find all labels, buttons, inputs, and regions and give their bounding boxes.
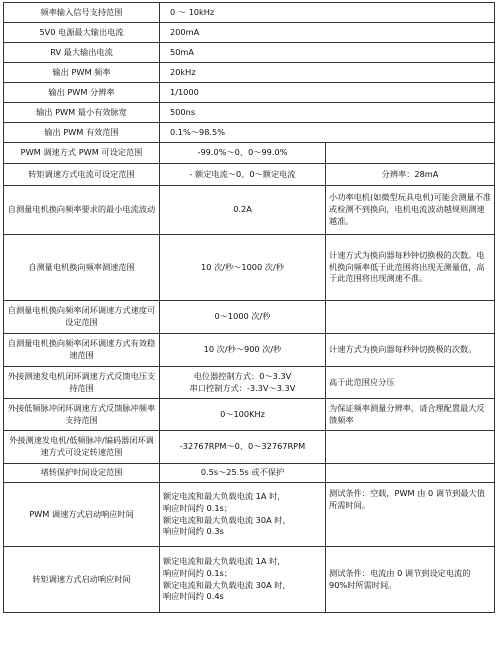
table-row: [4, 63, 495, 83]
value-cell: 1/1000: [160, 83, 495, 103]
table-row: [4, 23, 495, 43]
value-cell: 10 次/秒～1000 次/秒: [160, 235, 326, 301]
table-row: [4, 83, 495, 103]
value-cell: 200mA: [160, 23, 495, 43]
note-cell: 小功率电机(如微型玩具电机)可能会测量不准或检测不到换向，电机电流波动越规则测速越准。: [326, 186, 495, 235]
table-row: [4, 367, 495, 399]
param-cell: 转矩调速方式启动响应时间: [4, 547, 160, 613]
note-cell: [326, 464, 495, 483]
value-cell: 20kHz: [160, 63, 495, 83]
note-cell: 高于此范围应分压: [326, 367, 495, 399]
value-cell: 0.5s～25.5s 或不保护: [160, 464, 326, 483]
note-cell: 测试条件：电流由 0 调节到设定电流的 90%时所需时间。: [326, 547, 495, 613]
param-cell: PWM 调速方式 PWM 可设定范围: [4, 143, 160, 164]
param-cell: 自测量电机换向频率测速范围: [4, 235, 160, 301]
value-line: 响应时间约 0.3s: [163, 526, 224, 537]
value-cell: 50mA: [160, 43, 495, 63]
param-cell: RV 最大输出电流: [4, 43, 160, 63]
value-line: 串口控制方式：-3.3V～3.3V: [189, 382, 296, 393]
table-row: [4, 43, 495, 63]
note-cell: 计速方式为换向器每秒钟切换极的次数。电机换向频率低于此范围将出现无测量值，高于此范围将出现测速不准。: [326, 235, 495, 301]
value-cell: -32767RPM～0、0～32767RPM: [160, 431, 326, 464]
note-cell: 分辨率：28mA: [326, 164, 495, 186]
param-cell: 5V0 电源最大输出电流: [4, 23, 160, 43]
param-cell: 自测量电机换向频率要求的最小电流波动: [4, 186, 160, 235]
value-line: 电位器控制方式：0～3.3V: [193, 370, 292, 381]
value-cell: [160, 547, 326, 613]
table-row: [4, 3, 495, 23]
param-cell: 输出 PWM 分辨率: [4, 83, 160, 103]
param-cell: 自测量电机换向频率闭环调速方式速度可设定范围: [4, 301, 160, 334]
param-cell: 输出 PWM 有效范围: [4, 123, 160, 143]
value-cell: 0 ～ 10kHz: [160, 3, 495, 23]
table-row: [4, 143, 495, 164]
value-line: 额定电流和最大负载电流 1A 时，: [163, 555, 286, 566]
table-row: [4, 334, 495, 367]
value-cell: [160, 483, 326, 547]
note-cell: [326, 431, 495, 464]
note-cell: 计速方式为换向器每秒钟切换极的次数。: [326, 334, 495, 367]
param-cell: PWM 调速方式启动响应时间: [4, 483, 160, 547]
spec-document: [3, 2, 494, 613]
table-row: [4, 431, 495, 464]
value-line: 额定电流和最大负载电流 30A 时，: [163, 579, 291, 590]
table-row: [4, 123, 495, 143]
value-cell: -99.0%～0、0～99.0%: [160, 143, 326, 164]
value-line: 响应时间约 0.4s: [163, 591, 224, 602]
param-cell: 堵转保护时间设定范围: [4, 464, 160, 483]
table-row: [4, 164, 495, 186]
note-cell: 为保证频率测量分辨率，请合理配置最大反馈频率: [326, 399, 495, 431]
value-line: 响应时间约 0.1s；: [163, 567, 233, 578]
note-cell: [326, 143, 495, 164]
value-line: 额定电流和最大负载电流 30A 时，: [163, 514, 291, 525]
param-cell: 外接测速发电机闭环调速方式反馈电压支持范围: [4, 367, 160, 399]
value-cell: 10 次/秒～900 次/秒: [160, 334, 326, 367]
value-line: 额定电流和最大负载电流 1A 时，: [163, 490, 286, 501]
value-cell: 0.2A: [160, 186, 326, 235]
value-cell: 0～100KHz: [160, 399, 326, 431]
value-cell: - 额定电流～0、0～额定电流: [160, 164, 326, 186]
table-row: [4, 483, 495, 547]
param-cell: 频率输入信号支持范围: [4, 3, 160, 23]
table-row: [4, 547, 495, 613]
value-cell: 0.1%～98.5%: [160, 123, 495, 143]
param-cell: 外接低频脉冲闭环调速方式反馈脉冲频率支持范围: [4, 399, 160, 431]
param-cell: 转矩调速方式电流可设定范围: [4, 164, 160, 186]
table-row: [4, 103, 495, 123]
table-row: [4, 399, 495, 431]
param-cell: 输出 PWM 频率: [4, 63, 160, 83]
value-cell: 0～1000 次/秒: [160, 301, 326, 334]
table-row: [4, 301, 495, 334]
param-cell: 输出 PWM 最小有效脉宽: [4, 103, 160, 123]
table-row: [4, 464, 495, 483]
param-cell: 自测量电机换向频率闭环调速方式有效稳速范围: [4, 334, 160, 367]
table-row: [4, 235, 495, 301]
table-row: [4, 186, 495, 235]
value-line: 响应时间约 0.1s；: [163, 502, 233, 513]
note-cell: [326, 301, 495, 334]
spec-table: [3, 2, 495, 613]
param-cell: 外接测速发电机/低频脉冲/编码器闭环调速方式可设定转速范围: [4, 431, 160, 464]
value-cell: 500ns: [160, 103, 495, 123]
note-cell: 测试条件：空载，PWM 由 0 调节到最大值所需时间。: [326, 483, 495, 547]
value-cell: [160, 367, 326, 399]
